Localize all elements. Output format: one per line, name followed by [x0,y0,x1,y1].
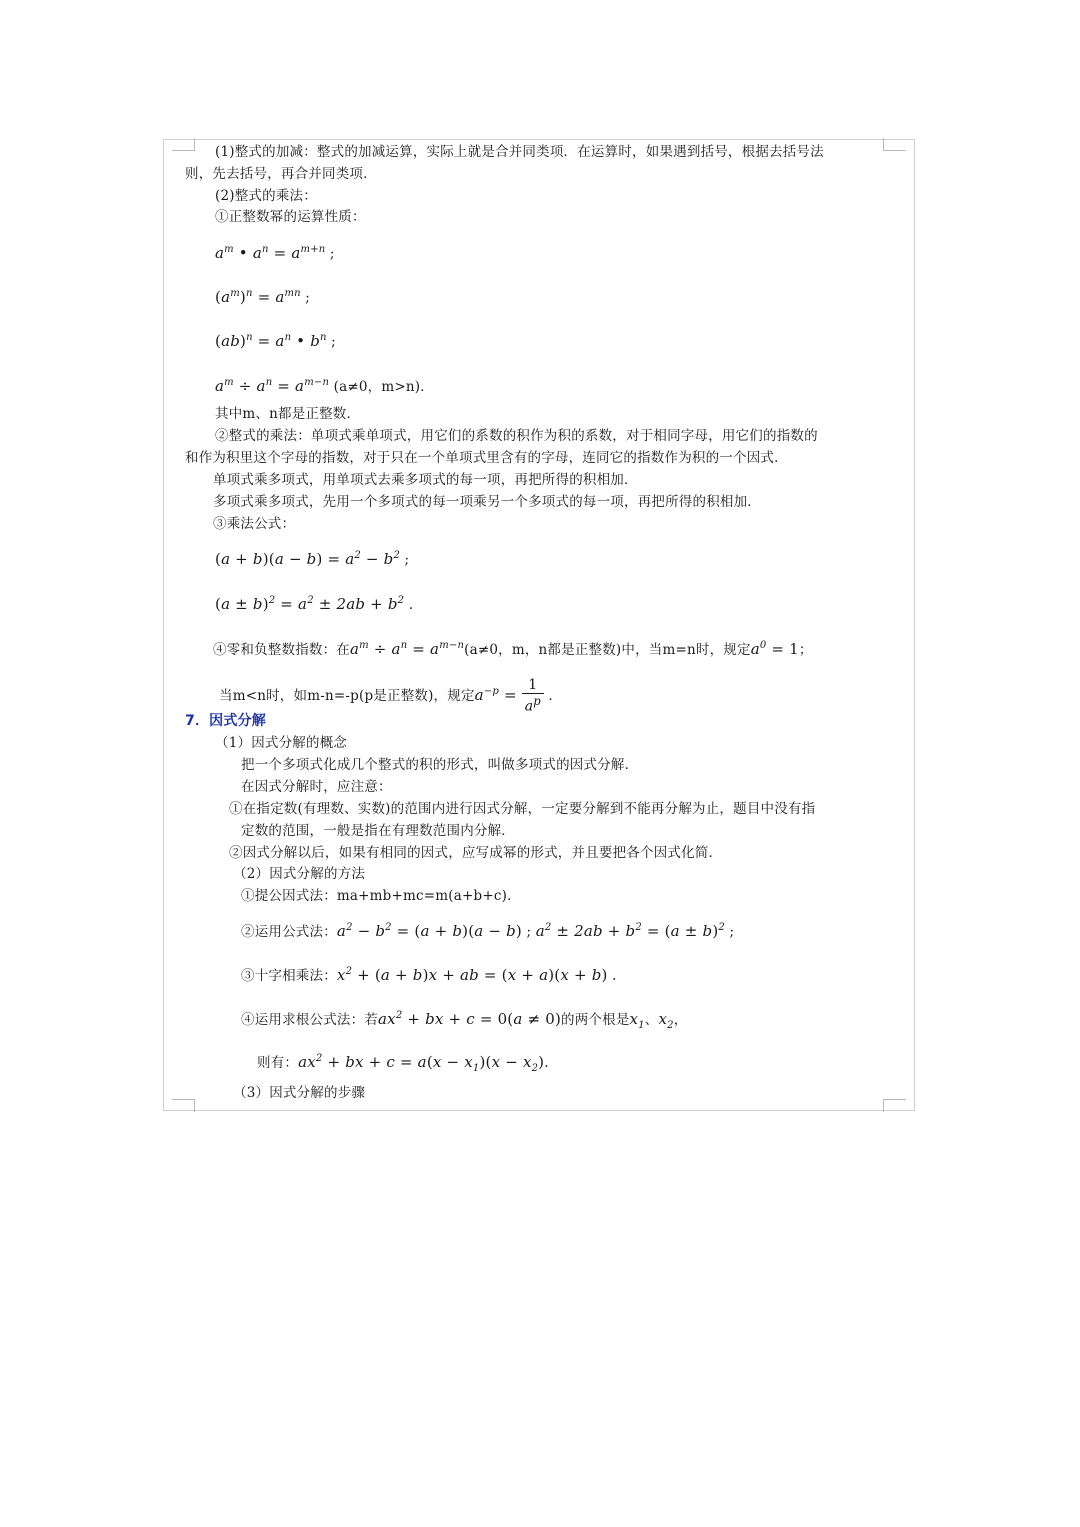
paragraph-negative-exponent: 当m<n时，如m-n=-p(p是正整数)，规定$a^{-p}$ = $\frac{1}{a^p}$ ． [219,677,563,715]
method-formula: ②运用公式法：$a^2 - b^2 = (a + b)(a - b)$ ; $a^2 \pm 2ab + b^2 = (a \pm b)^2$ ; [241,922,735,940]
crop-mark [883,1099,906,1112]
formula-power-quotient: $a^m \div a^n = a^{m-n}$ (a≠0，m>n)． [215,377,434,395]
paragraph-addition-cont: 则，先去括号，再合并同类项． [185,166,377,182]
crop-mark [172,138,195,151]
method-quadratic-roots: ④运用求根公式法：若$ax^2$ + bx + c = 0(a ≠ 0)的两个根是$x_1$、$x_2$， [241,1010,688,1031]
paragraph-monomial-mult-cont: 和作为积里这个字母的指数，对于只在一个单项式里含有的字母，连同它的指数作为积的一个因式． [185,450,788,466]
paragraph-addition: (1)整式的加减：整式的加减运算，实际上就是合并同类项．在运算时，如果遇到括号，根据去括号法 [215,144,824,160]
subheading-multiplication: (2)整式的乘法： [215,188,317,204]
note-simplify-factors: ②因式分解以后，如果有相同的因式，应写成幂的形式，并且要把各个因式化简． [229,845,723,861]
paragraph-monomial-mult: ②整式的乘法：单项式乘单项式，用它们的系数的积作为积的系数，对于相同字母，用它们的指数的 [215,428,818,444]
paragraph-attention: 在因式分解时，应注意： [241,779,392,795]
method-quadratic-result: 则有：$ax^2$ + bx + $c = a(x - x_1)(x - x_2)$. [257,1053,549,1074]
formula-power-of-power: $(a^m)^n = a^{mn}$ ; [215,288,311,306]
paragraph-poly-poly: 多项式乘多项式，先用一个多项式的每一项乘另一个多项式的每一项，再把所得的积相加． [213,494,761,510]
subheading-factorization-methods: （2）因式分解的方法 [233,866,366,882]
crop-mark [172,1099,195,1112]
subheading-factorization-steps: （3）因式分解的步骤 [233,1085,366,1101]
formula-perfect-square: $(a \pm b)^2 = a^2 \pm 2ab + b^2$ . [215,595,414,613]
paragraph-factorization-definition: 把一个多项式化成几个整式的积的形式，叫做多项式的因式分解． [241,757,639,773]
paragraph-zero-negative-exponent: ④零和负整数指数：在$a^m \div a^n = a^{m-n}(a\ne 0$，m，n都是正整数)中，当m=n时，规定$a^0 = 1$； [213,640,813,658]
note-number-range: ①在指定数(有理数、实数)的范围内进行因式分解，一定要分解到不能再分解为止，题目中没有指 [229,801,816,817]
crop-mark [883,138,906,151]
subheading-power-rules: ①正整数幂的运算性质： [215,209,366,225]
section-heading-factorization: 7．因式分解 [185,713,266,729]
fraction-one-over-a-p: $\frac{1}{a^p}$ [522,678,544,715]
method-cross-multiplication: ③十字相乘法：$x^2 + (a + b)x$ + ab = (x + a)(x + b) . [241,966,617,984]
note-number-range-cont: 定数的范围，一般是指在有理数范围内分解． [241,823,515,839]
formula-power-of-product: $(ab)^n = a^n$ • $b^n$ ; [215,332,336,350]
note-mn-integers: 其中m、n都是正整数． [215,406,361,422]
subheading-factorization-concept: （1）因式分解的概念 [215,735,348,751]
paragraph-mono-poly: 单项式乘多项式，用单项式去乘多项式的每一项，再把所得的积相加． [213,472,638,488]
subheading-mult-formulas: ③乘法公式： [213,516,296,532]
formula-difference-of-squares: $(a + b)(a - b) = a^2 - b^2$ ; [215,550,410,568]
formula-power-product: $a^m$ • $a^n = a^{m+n}$ ; [215,244,335,262]
method-common-factor: ①提公因式法：ma+mb+mc=m(a+b+c)． [241,888,521,904]
